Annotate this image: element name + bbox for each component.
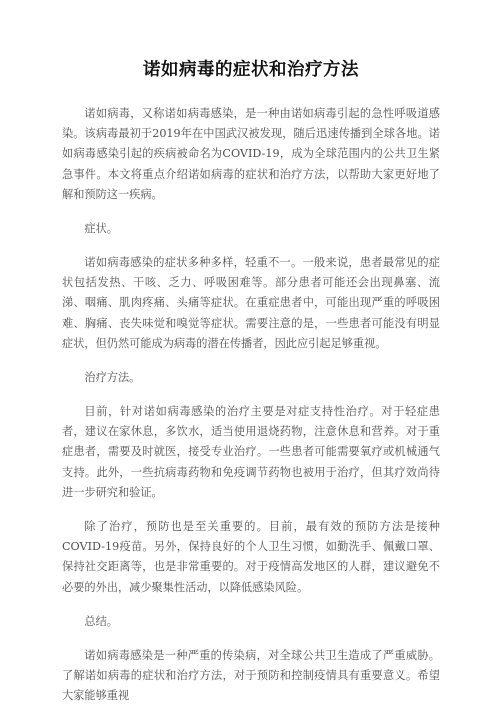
document-title: 诺如病毒的症状和治疗方法 [143,60,359,80]
treatment-paragraph: 目前，针对诺如病毒感染的治疗主要是对症支持性治疗。对于轻症患者，建议在家休息，多饮水，适当使用退烧药物，注意休息和营养。对于重症患者，需要及时就医，接受专业治疗。一些患者可能需要氧疗或机械通气支持。此外，一些抗病毒药物和免疫调节药物也被用于治疗，但其疗效尚待进一步研究和验证。 [62,405,440,499]
symptoms-heading: 症状。 [84,222,118,236]
intro-paragraph: 诺如病毒，又称诺如病毒感染，是一种由诺如病毒引起的急性呼吸道感染。该病毒最初于2019年在中国武汉被发现，随后迅速传播到全球各地。诺如病毒感染引起的疾病被命名为COVID-19，成为全球范围内的公共卫生紧急事件。本文将重点介绍诺如病毒的症状和治疗方法，以帮助大家更好地了解和预防这一疾病。 [62,107,440,201]
prevention-paragraph: 除了治疗，预防也是至关重要的。目前，最有效的预防方法是接种COVID-19疫苗。另外，保持良好的个人卫生习惯，如勤洗手、佩戴口罩、保持社交距离等，也是非常重要的。对于疫情高发地区的人群，建议避免不必要的外出，减少聚集性活动，以降低感染风险。 [62,520,440,594]
symptoms-paragraph: 诺如病毒感染的症状多种多样，轻重不一。一般来说，患者最常见的症状包括发热、干咳、乏力、呼吸困难等。部分患者可能还会出现鼻塞、流涕、咽痛、肌肉疼痛、头痛等症状。在重症患者中，可能出现严重的呼吸困难、胸痛、丧失味觉和嗅觉等症状。需要注意的是，一些患者可能没有明显症状，但仍然可能成为病毒的潜在传播者，因此应引起足够重视。 [62,256,440,350]
summary-paragraph: 诺如病毒感染是一种严重的传染病，对全球公共卫生造成了严重威胁。了解诺如病毒的症状和治疗方法，对于预防和控制疫情具有重要意义。希望大家能够重视 [62,648,440,703]
summary-heading: 总结。 [84,614,118,628]
treatment-heading: 治疗方法。 [84,371,141,385]
